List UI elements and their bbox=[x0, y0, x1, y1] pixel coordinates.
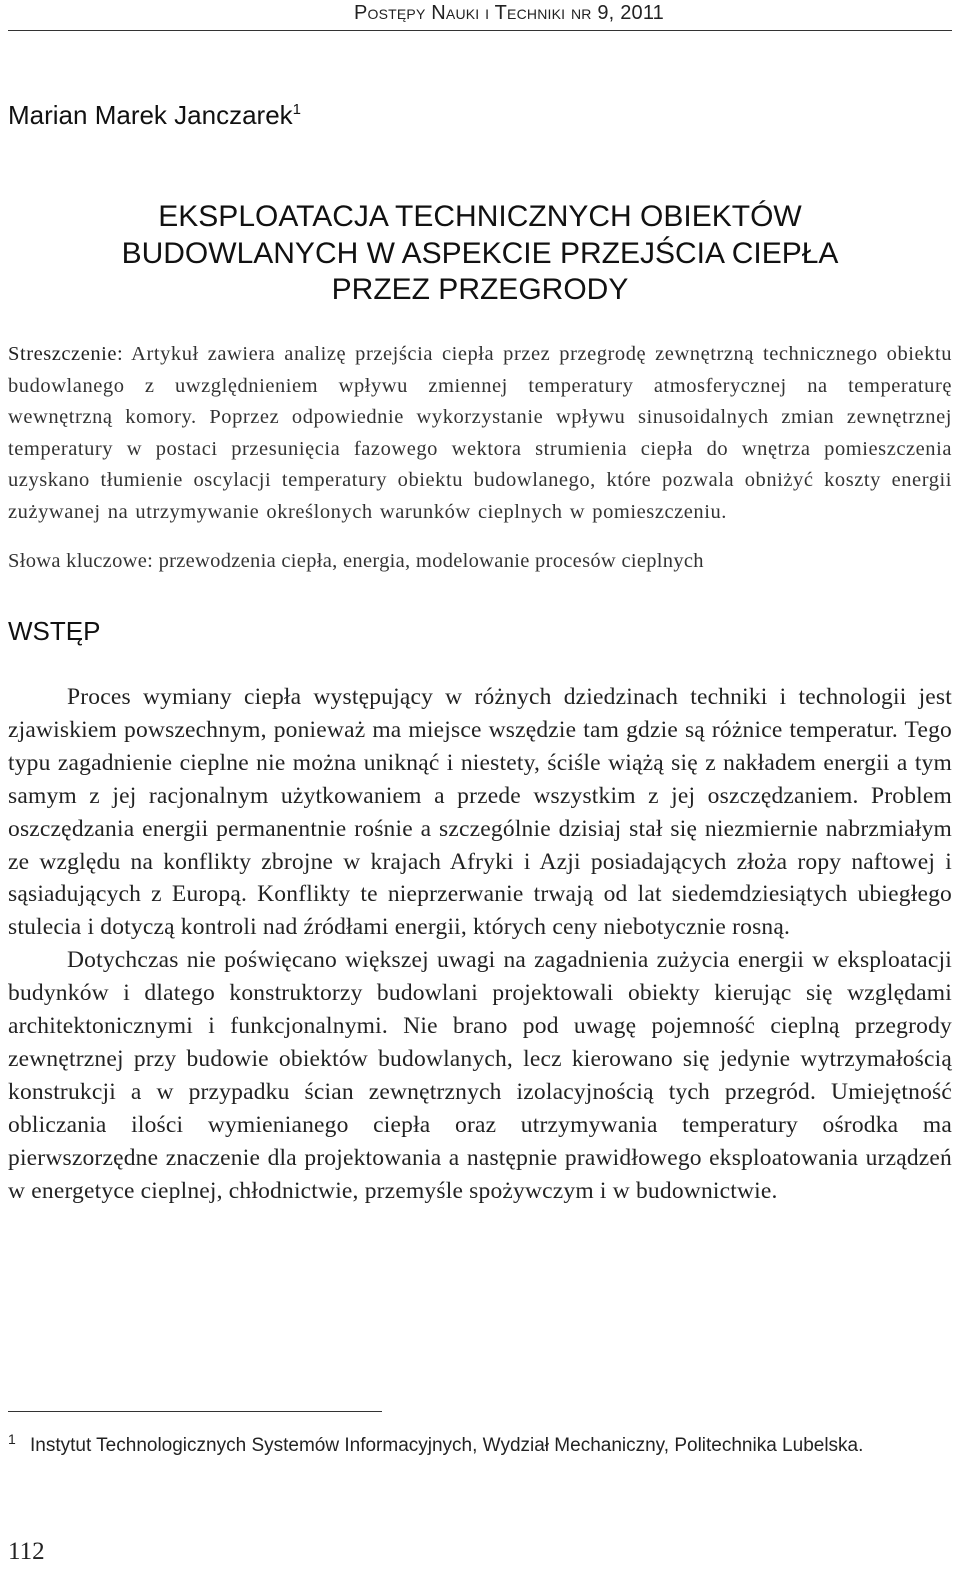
title-line-1: EKSPLOATACJA TECHNICZNYCH OBIEKTÓW bbox=[158, 200, 802, 233]
body-paragraph-1: Proces wymiany ciepła występujący w różnych dziedzinach techniki i technologii jest zjawiskiem powszechnym, ponieważ ma miejsce wszędzie tam gdzie są różnice temperatur. Tego typu zagadnienie cieplne nie można uniknąć i niestety, ściśle wiążą się z nakładem energii a tym samym z jej racjonalnym użytkowaniem a przede wszystkim z jej oszczędzaniem. Problem oszczędzania energii permanentnie rośnie a szczególnie dzisiaj stał się niezmiernie nabrzmiałym ze względu na konflikty zbrojne w krajach Afryki i Azji posiadających złoża ropy naftowej i sąsiadujących z Europą. Konflikty te nieprzerwanie trwają od lat siedemdziesiątych ubiegłego stulecia i dotyczą kontroli nad źródłami energii, których ceny niebotycznie rosną. bbox=[8, 684, 952, 941]
footnote bbox=[8, 1432, 952, 1459]
abstract-text: Artykuł zawiera analizę przejścia ciepła przez przegrodę zewnętrzną technicznego obiektu budowlanego z uwzględnieniem wpływu zmiennej temperatury atmosferycznej na temperaturę wewnętrzną komory. Poprzez odpowiednie wykorzystanie wpływu sinusoidalnych zmian zewnętrznej temperatury w postaci przesunięcia fazowego wektora strumienia ciepła do wnętrza pomieszczenia uzyskano tłumienie oscylacji temperatury obiektu budowlanego, które pozwala obniżyć koszty energii zużywanej na utrzymywanie określonych warunków cieplnych w pomieszczeniu. bbox=[8, 343, 953, 523]
running-header: Postępy Nauki i Techniki nr 9, 2011 bbox=[353, 2, 664, 24]
keywords bbox=[8, 550, 952, 573]
abstract bbox=[8, 339, 952, 528]
author-name-text: Marian Marek Janczarek bbox=[8, 100, 293, 130]
section-heading: WSTĘP bbox=[8, 616, 101, 646]
title-line-3: PRZEZ PRZEGRODY bbox=[331, 273, 629, 306]
footnote-text: Instytut Technologicznych Systemów Informacyjnych, Wydział Mechaniczny, Politechnika Lubelska. bbox=[30, 1435, 864, 1456]
footnote-rule bbox=[8, 1411, 382, 1412]
paper-title bbox=[8, 199, 952, 309]
keywords-text: przewodzenia ciepła, energia, modelowanie procesów cieplnych bbox=[158, 550, 704, 572]
abstract-label: Streszczenie: bbox=[8, 343, 124, 365]
body-paragraph-2: Dotychczas nie poświęcano większej uwagi na zagadnienia zużycia energii w eksploatacji budynków i dlatego konstruktorzy budowlani projektowali obiekty kierując się względami architektonicznymi i funkcjonalnymi. Nie brano pod uwagę pojemność cieplną przegrody zewnętrznej przy budowie obiektów budowlanych, lecz kierowano się jedynie wytrzymałością konstrukcji a w przypadku ścian zewnętrznych izolacyjnością tych przegród. Umiejętność obliczania ilości wymienianego ciepła oraz utrzymywania temperatury ośrodka ma pierwszorzędne znaczenie dla projektowania a następnie prawidłowego eksploatowania urządzeń w energetyce cieplnej, chłodnictwie, przemyśle spożywczym i w budownictwie. bbox=[8, 947, 952, 1204]
author-name bbox=[8, 100, 301, 131]
footnote-mark: 1 bbox=[8, 1431, 16, 1447]
keywords-label: Słowa kluczowe: bbox=[8, 550, 154, 572]
body-text bbox=[8, 681, 952, 1208]
author-footnote-ref: 1 bbox=[292, 101, 301, 118]
title-line-2: BUDOWLANYCH W ASPEKCIE PRZEJŚCIA CIEPŁA bbox=[121, 236, 839, 270]
header-rule bbox=[8, 30, 952, 31]
page-number: 112 bbox=[8, 1538, 45, 1565]
